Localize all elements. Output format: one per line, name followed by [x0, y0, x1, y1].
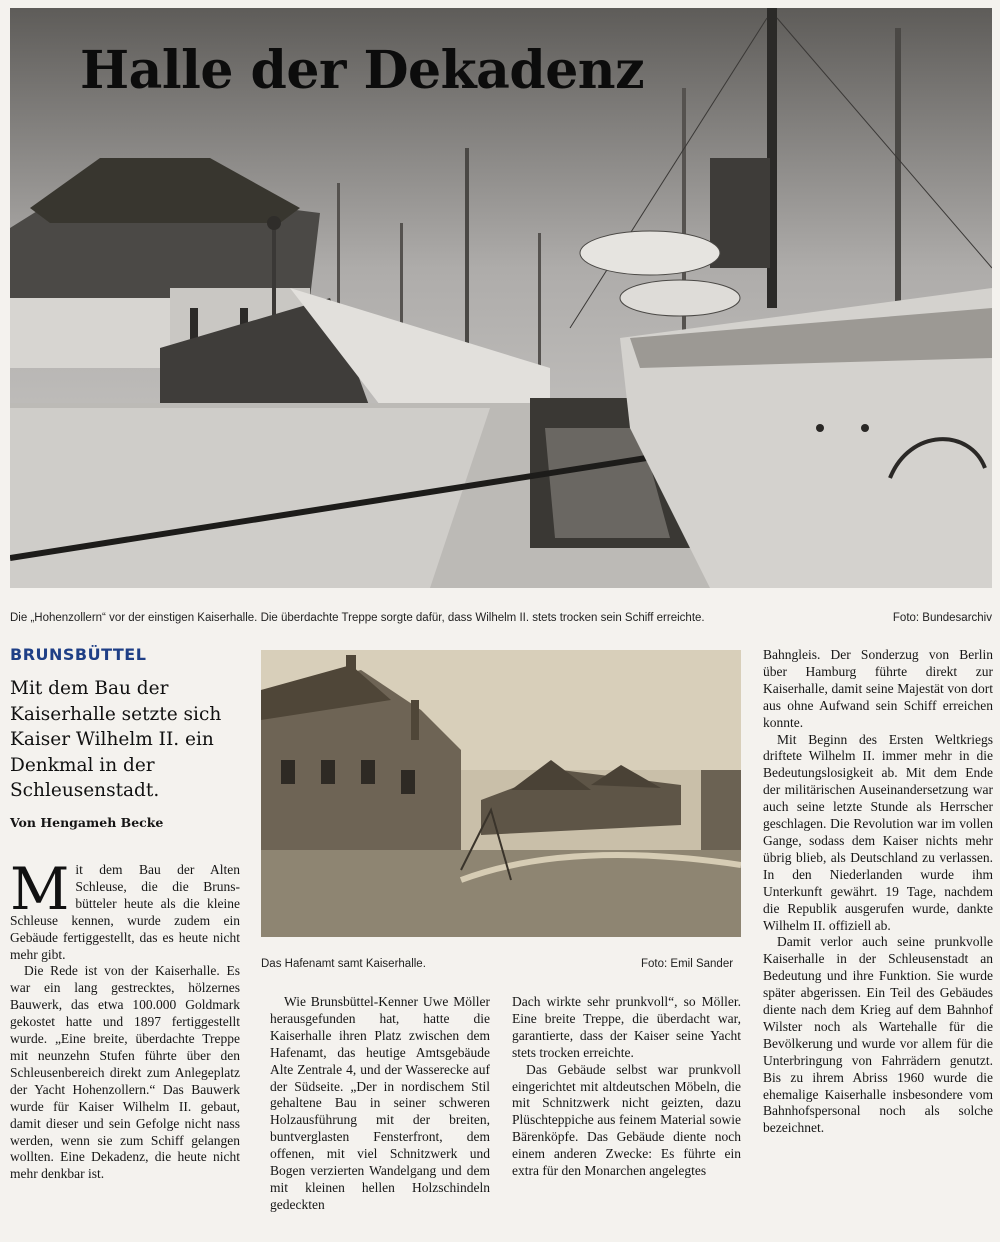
paragraph: Wie Brunsbüttel-Kenner Uwe Möller herausgefunden hat, hatte die Kaiserhalle ihren Platz zwischen dem Hafenamt, das heutige Amtsgebäude Alte Zentrale 4, und der Wasserecke auf der Südseite. „Der in nordischem Stil gehaltene Bau in seiner schweren Holzausführung mit der breiten, buntverglasten Fensterfront, dem offenen, mit viel Schnitzwerk und Bogen verzierten Wandelgang und dem mit kleinen hellen Holzschindeln gedeckten	[270, 994, 490, 1212]
article-column-2	[270, 994, 490, 1214]
harbor-office-photo	[261, 650, 741, 937]
paragraph: Dach wirkte sehr prunkvoll“, so Möller. Eine breite Treppe, die überdacht war, garantierte, dass der Kaiser seine Yacht stets trocken erreichte.	[512, 994, 741, 1060]
paragraph: Bahngleis. Der Sonderzug von Berlin über Hamburg führte direkt zur Kaiserhalle, damit seine Majestät von dort aus ohne Aufwand sein Schiff erreichen konnte.	[763, 647, 993, 730]
harbor-photo-credit: Foto: Emil Sander	[641, 958, 734, 970]
harbor-photo-caption: Das Hafenamt samt Kaiserhalle.	[261, 958, 426, 970]
article-column-4	[763, 647, 993, 1137]
drop-cap: M	[10, 855, 70, 923]
paragraph: Damit verlor auch seine prunkvolle Kaiserhalle in der Schleusenstadt an Bedeutung und ihre Funktion. Sie wurde später abgerissen. Ein Teil des Gebäudes diente nach dem Krieg auf dem Bahnhof Wilster noch als Wartehalle für die Bevölkerung und wurde vor allem für die Unterbringung von Fahrrädern genutzt. Bis zu ihrem Abriss 1960 wurde die ehemalige Kaiserhalle insbesondere vom Bahnhofspersonal noch als solche bezeichnet.	[763, 934, 993, 1136]
headline: Halle der Dekadenz	[80, 40, 645, 101]
teaser: Mit dem Bau der Kaiserhalle setzte sich Kaiser Wilhelm II. ein Denkmal in der Schleusenstadt.	[10, 678, 222, 801]
article-column-3	[512, 994, 741, 1180]
kicker: BRUNSBÜTTEL	[10, 645, 147, 664]
paragraph: Mit dem Bau der Alten Schleuse, die die Brunsbütteler heute als die kleine Schleuse kennen, wurde zudem ein Gebäude fertiggestellt, das es heute nicht mehr gibt.	[10, 855, 240, 962]
byline: Von Hengameh Becke	[10, 815, 164, 830]
paragraph: Das Gebäude selbst war prunkvoll eingerichtet mit altdeutschen Möbeln, die mit Schnitzwerk nicht geizten, dazu Plüschteppiche aus feinem Material sowie Bärenköpfe. Das Gebäude diente noch einem anderen Zwecke: Es führte ein extra für den Monarchen angelegtes	[512, 1061, 741, 1179]
top-photo-caption: Die „Hohenzollern“ vor der einstigen Kaiserhalle. Die überdachte Treppe sorgte dafür, dass Wilhelm II. stets trocken sein Schiff erreichte.	[10, 612, 705, 624]
paragraph: Die Rede ist von der Kaiserhalle. Es war ein lang gestrecktes, hölzernes Bauwerk, das etwa 100.000 Goldmark gekostet hatte und 1897 fertiggestellt wurde. „Eine breite, überdachte Treppe mit neunzehn Stufen führte über den Schleusenbereich direkt zum Anlegeplatz der Yacht Hohenzollern.“ Das Bauwerk wurde für Kaiser Wilhelm II. gebaut, damit dieser und sein Gefolge nicht nass werden, wenn sie zum Schiff gelangen wollten. Eine Dekadenz, die heute nicht mehr denkbar ist.	[10, 963, 240, 1182]
article-column-1	[10, 855, 240, 1183]
top-photo-credit: Foto: Bundesarchiv	[892, 612, 992, 624]
paragraph: Mit Beginn des Ersten Weltkriegs driftete Wilhelm II. immer mehr in die Bedeutungslosigkeit ab. Mit dem Ende der militärischen Auseinandersetzung war auch seine letzte Stunde als Herrscher geschlagen. Die Revolution war im vollen Gange, sodass dem Kaiser nichts mehr übrig blieb, als Deutschland zu verlassen. In den Niederlanden wurde ihm Unterkunft gewährt. 19 Tage, nachdem die Republik ausgerufen wurde, dankte Wilhelm II. offiziell ab.	[763, 731, 993, 933]
